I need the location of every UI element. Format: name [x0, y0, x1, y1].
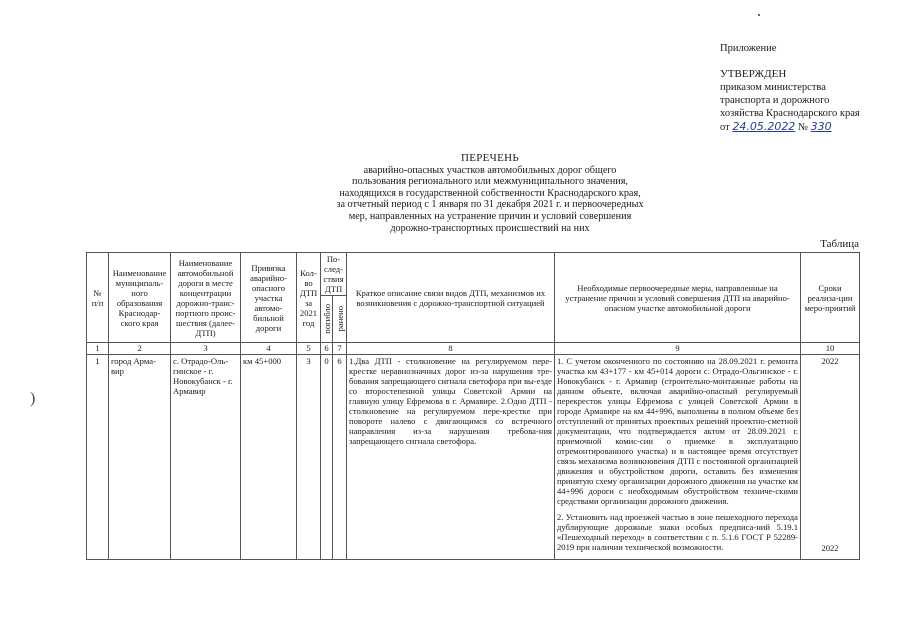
- number-value: 330: [810, 120, 832, 133]
- document-title: [310, 153, 670, 234]
- scan-dot: [758, 14, 760, 16]
- col-number: 3: [171, 343, 241, 355]
- order-line-2: транспорта и дорожного: [720, 95, 830, 106]
- col-number: 5: [297, 343, 321, 355]
- row-municipality: город Арма-вир: [109, 355, 171, 560]
- appendix-label: Приложение: [720, 43, 777, 54]
- title-line: дорожно-транспортных происшествий на них: [390, 222, 590, 234]
- approved-label: УТВЕРЖДЕН: [720, 68, 787, 80]
- col-header-location: Привязка аварийно-опасного участка автомо-бильной дороги: [241, 253, 297, 343]
- col-number: 4: [241, 343, 297, 355]
- row-number: 1: [87, 355, 109, 560]
- col-number: 1: [87, 343, 109, 355]
- col-number: 8: [347, 343, 555, 355]
- accident-sites-table: [86, 252, 860, 560]
- row-location: км 45+000: [241, 355, 297, 560]
- title-line: пользования регионального или межмуниципального значения,: [352, 176, 628, 188]
- col-number: 2: [109, 343, 171, 355]
- col-number: 6: [321, 343, 333, 355]
- title-line: мер, направленных на устранение причин и условий совершения: [348, 210, 632, 222]
- title-heading: ПЕРЕЧЕНЬ: [460, 152, 520, 164]
- header-row: [87, 253, 860, 296]
- measure-item: 1. С учетом оконченного по состоянию на 28.09.2021 г. ремонта участка км 43+177 - км 45+014 дороги с. Отрадо-Ольгинское - г. Новокубанск - г. Армавир (строительно-монтажные работы на данном объекте, включая аварийно-опасный регулируемый перекресток улицы Ефремова с улицей Советской Армии в городе Армавире на км 44+996, выполнены в полном объеме без отступлений от принятых проектных решений проектно-сметной документации, что подтверждается актом от 28.09.2021 г. приемочной комис-сии о приемке в эксплуатацию отремонтированного участка) и в настоящее время отсутствует связь механизма возникновения ДТП с постоянной организацией движения и обустройством дороги, оставить без изменения принятую схему организации дорожного движения на участке км 44+996 дороги с необходимым обустройством техниче-скими средствами организации дорожного движения.: [557, 356, 798, 506]
- col-header-municipality: Наименование муниципаль-ного образования Краснодар-ского края: [109, 253, 171, 343]
- col-header-consequences: По-след-ствия ДТП: [321, 253, 347, 296]
- order-date-line: [720, 120, 900, 134]
- row-description: 1.Два ДТП - столкновение на регулируемом пере-крестке неравнозначных дорог из-за нарушения тре-бования запрещающего сигнала светофора при вы-езде со второстепенной улицы Советской Армии на главную улицу Ефремова в г. Армавире. 2.Одно ДТП - столкновение на регулируемом пере-крестке при повороте налево с двигающимся со встречного направления из-за нарушения требова-ния запрещающего сигнала светофора.: [347, 355, 555, 560]
- term-item: 2022: [821, 543, 839, 553]
- term-item: 2022: [821, 356, 839, 366]
- col-header-road: Наименование автомобильной дороги в месте концентрации дорожно-транс-портного проис-шествия (далее-ДТП): [171, 253, 241, 343]
- col-header-number: № п/п: [87, 253, 109, 343]
- term-spacer: [803, 366, 857, 543]
- number-prefix: №: [797, 122, 808, 133]
- col-number: 7: [333, 343, 347, 355]
- col-number: 9: [555, 343, 801, 355]
- col-number: 10: [801, 343, 860, 355]
- title-line: находящихся в государственной собственности Краснодарского края,: [339, 187, 641, 199]
- page-edge-mark: ): [30, 390, 36, 407]
- row-count: 3: [297, 355, 321, 560]
- col-header-injured: ранено: [333, 296, 347, 343]
- row-road: с. Отрадо-Оль-гинское - г. Новокубанск - г. Армавир: [171, 355, 241, 560]
- date-prefix: от: [720, 122, 730, 133]
- col-header-terms: Сроки реализа-ции меро-приятий: [801, 253, 860, 343]
- measure-item: 2. Установить над проезжей частью в зоне пешеходного перехода дублирующие дорожные знаки особых предписа-ний 5.19.1 «Пешеходный переход» в соответствии с п. 5.1.6 ГОСТ Р 52289-2019 при наличии технической возможности.: [557, 512, 798, 552]
- approval-block: [720, 42, 900, 134]
- col-header-measures: Необходимые первоочередные меры, направленные на устранение причин и условий совершения ДТП на аварийно-опасном участке автомобильной дороги: [555, 253, 801, 343]
- col-header-killed: погибло: [321, 296, 333, 343]
- table-label: Таблица: [820, 238, 859, 250]
- order-line-3: хозяйства Краснодарского края: [720, 108, 860, 119]
- row-injured: 6: [333, 355, 347, 560]
- column-number-row: [87, 343, 860, 355]
- order-line-1: приказом министерства: [720, 82, 826, 93]
- date-value: 24.05.2022: [732, 120, 796, 133]
- title-line: аварийно-опасных участков автомобильных дорог общего: [363, 164, 617, 176]
- row-measures: [555, 355, 801, 560]
- row-terms: [801, 355, 860, 560]
- row-killed: 0: [321, 355, 333, 560]
- title-line: за отчетный период с 1 января по 31 декабря 2021 г. и первоочередных: [336, 199, 644, 211]
- col-header-description: Краткое описание связи видов ДТП, механизмов их возникновения с дорожно-транспортной ситуацией: [347, 253, 555, 343]
- col-header-count: Кол-во ДТП за 2021 год: [297, 253, 321, 343]
- table-row: [87, 355, 860, 560]
